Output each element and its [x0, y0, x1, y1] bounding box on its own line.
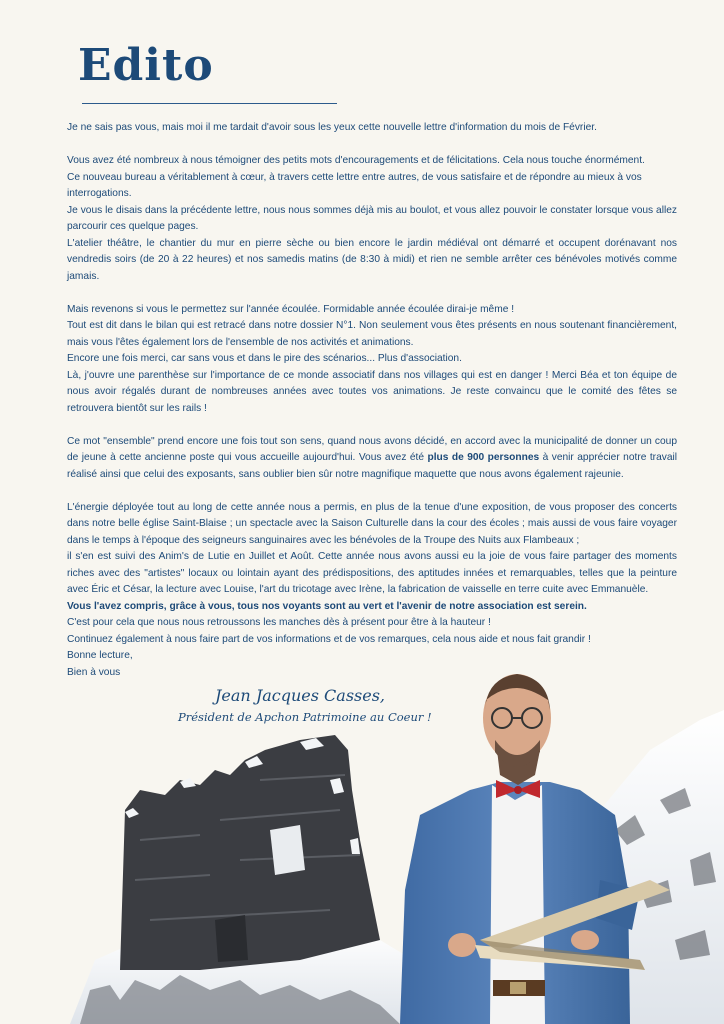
paragraph-ensemble — [67, 434, 677, 484]
castle-ruin — [120, 735, 380, 970]
closing-line: Bonne lecture, — [67, 650, 133, 661]
paragraph-line: Là, j'ouvre une parenthèse sur l'importance de ce monde associatif dans nos villages qui est en danger ! Merci Béa et ton équipe de nous avoir régalés durant de nombreuses années avec toutes vos animations. Je reste convaincu que le comité des fêtes se retrouvera bientôt sur les rails ! — [67, 369, 677, 414]
text-span: à venir apprécier notre travail réalisé ainsi que celui des exposants, sans oublier bien sûr notre magnifique maquette que nous avons également rajeunie. — [67, 452, 678, 480]
paragraph-line: il s'en est suivi des Anim's de Lutie en Juillet et Août. Cette année nous avons aussi eu la joie de vous faire partager des moments riches avec des "artistes" locaux ou lointain ayant des prédispositions, des aptitudes innées et remarquables, telles que la peinture avec Éric et César, la lecture avec Louise, l'art du tricotage avec Irène, la fabrication de vaisselle en terre cuite avec Emmanuèle. — [67, 551, 677, 595]
paragraph-line: Mais revenons si vous le permettez sur l'année écoulée. Formidable année écoulée dirai-je même ! — [67, 303, 515, 315]
paragraph-line: Vous avez été nombreux à nous témoigner des petits mots d'encouragements et de félicitations. Cela nous touche énormément. — [67, 155, 645, 166]
bold-statement: Vous l'avez compris, grâce à vous, tous nos voyants sont au vert et l'avenir de notre association est serein. — [67, 600, 587, 612]
paragraph-line: Tout est dit dans le bilan qui est retracé dans notre dossier N°1. Non seulement vous êtes présents en nous soutenant financièrement, mais vous l'êtes également lors de l'ensemble de nos activités et animations. — [67, 320, 677, 348]
paragraph-intro: Je ne sais pas vous, mais moi il me tardait d'avoir sous les yeux cette nouvelle lettre d'information du mois de Février. — [67, 122, 597, 133]
visitors-count: plus de 900 personnes — [427, 452, 540, 463]
edito-body — [67, 120, 677, 681]
paragraph-line: Je vous le disais dans la précédente lettre, nous nous sommes déjà mis au boulot, et vous allez pouvoir le constater lorsque vous allez parcourir ces quelque pages. — [67, 204, 677, 232]
title-underline — [82, 103, 337, 104]
paragraph-line: L'énergie déployée tout au long de cette année nous a permis, en plus de la tenue d'une exposition, de vous proposer des concerts dans notre belle église Saint-Blaise ; un spectacle avec la Saison Culturelle dans la cour des écoles ; mais aussi de vous faire voyager dans le temps à l'époque des seigneurs sanguinaires avec les bénévoles de la Troupe des Nuits aux Flambeaux ; — [67, 501, 677, 546]
paragraph-line: Ce nouveau bureau a véritablement à cœur, à travers cette lettre entre autres, de vous satisfaire et de répondre au mieux à vos interrogations. — [67, 171, 642, 199]
paragraph-line: L'atelier théâtre, le chantier du mur en pierre sèche ou bien encore le jardin médiéval ont démarré et occupent dorénavant nos vendredis soirs (de 20 à 22 heures) et nos samedis matins (de 8:30 à midi) et rien ne semble arrêter ces bénévoles motivés comme jamais. — [67, 237, 677, 282]
paragraph-bold-line — [67, 599, 677, 616]
paragraph-line: Encore une fois merci, car sans vous et dans le pire des scénarios... Plus d'association. — [67, 353, 462, 364]
illustration-scene — [0, 640, 724, 1024]
signature-role: Président de Apchon Patrimoine au Coeur ! — [178, 710, 432, 724]
signature-name: Jean Jacques Casses, — [215, 686, 386, 705]
closing-line: Continuez également à nous faire part de vos informations et de vos remarques, cela nous aide et nous fait grandir ! — [67, 633, 591, 645]
page-title: Edito — [78, 40, 214, 91]
closing-line: Bien à vous — [67, 666, 121, 678]
text-span: Ce mot "ensemble" prend encore une fois tout son sens, quand nous avons décidé, en accord avec la municipalité de donner un coup de jeune à cette ancienne poste qui vous accueille aujourd'hui. Vous avez été — [67, 435, 677, 463]
closing-line: C'est pour cela que nous nous retroussons les manches dès à présent pour être à la hauteur ! — [67, 617, 491, 628]
